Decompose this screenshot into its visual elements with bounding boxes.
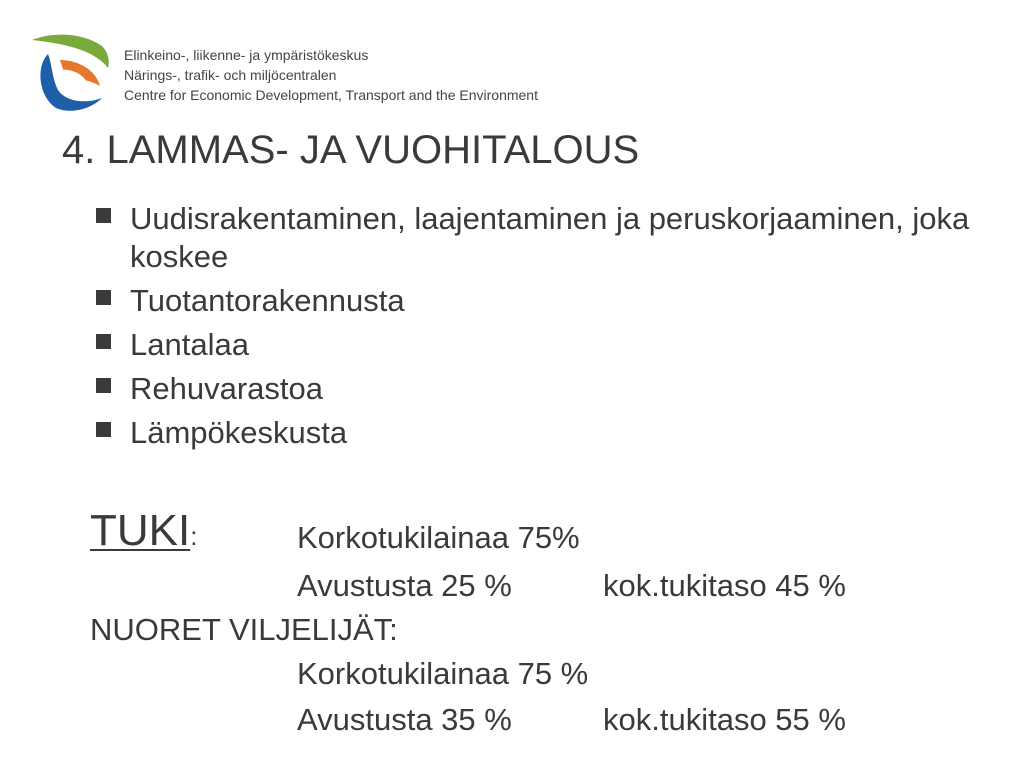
organization-name: [124, 45, 538, 105]
bullet-text: Lantalaa: [130, 327, 249, 362]
support-total-level: kok.tukitaso 45 %: [603, 568, 846, 603]
bullet-text: Tuotantorakennusta: [130, 283, 405, 318]
square-bullet-icon: [96, 378, 111, 393]
ely-logo: [30, 30, 110, 112]
slide-title: 4. LAMMAS- JA VUOHITALOUS: [62, 128, 640, 172]
young-farmers-loan: Korkotukilainaa 75 %: [297, 656, 589, 691]
bullet-item: [96, 326, 976, 364]
bullet-list: [96, 200, 976, 458]
square-bullet-icon: [96, 334, 111, 349]
bullet-item: [96, 282, 976, 320]
square-bullet-icon: [96, 208, 111, 223]
bullet-item: [96, 414, 976, 452]
young-farmers-total-level: kok.tukitaso 55 %: [603, 702, 846, 737]
bullet-text: Lämpökeskusta: [130, 415, 348, 450]
support-grant: Avustusta 25 %: [297, 568, 512, 603]
square-bullet-icon: [96, 290, 111, 305]
support-label-word: TUKI: [90, 506, 191, 555]
org-name-swedish: Närings-, trafik- och miljöcentralen: [124, 67, 337, 83]
young-farmers-grant: Avustusta 35 %: [297, 702, 512, 737]
support-label-colon: :: [190, 521, 198, 551]
bullet-item: [96, 200, 976, 276]
bullet-text: Uudisrakentaminen, laajentaminen ja peruskorjaaminen, joka koskee: [130, 201, 970, 274]
bullet-item: [96, 370, 976, 408]
support-loan: Korkotukilainaa 75%: [297, 520, 580, 555]
square-bullet-icon: [96, 422, 111, 437]
org-name-finnish: Elinkeino-, liikenne- ja ympäristökeskus: [124, 47, 369, 63]
young-farmers-label: NUORET VILJELIJÄT:: [90, 612, 398, 647]
bullet-text: Rehuvarastoa: [130, 371, 324, 406]
org-name-english: Centre for Economic Development, Transport and the Environment: [124, 87, 538, 103]
support-label: [90, 504, 197, 563]
